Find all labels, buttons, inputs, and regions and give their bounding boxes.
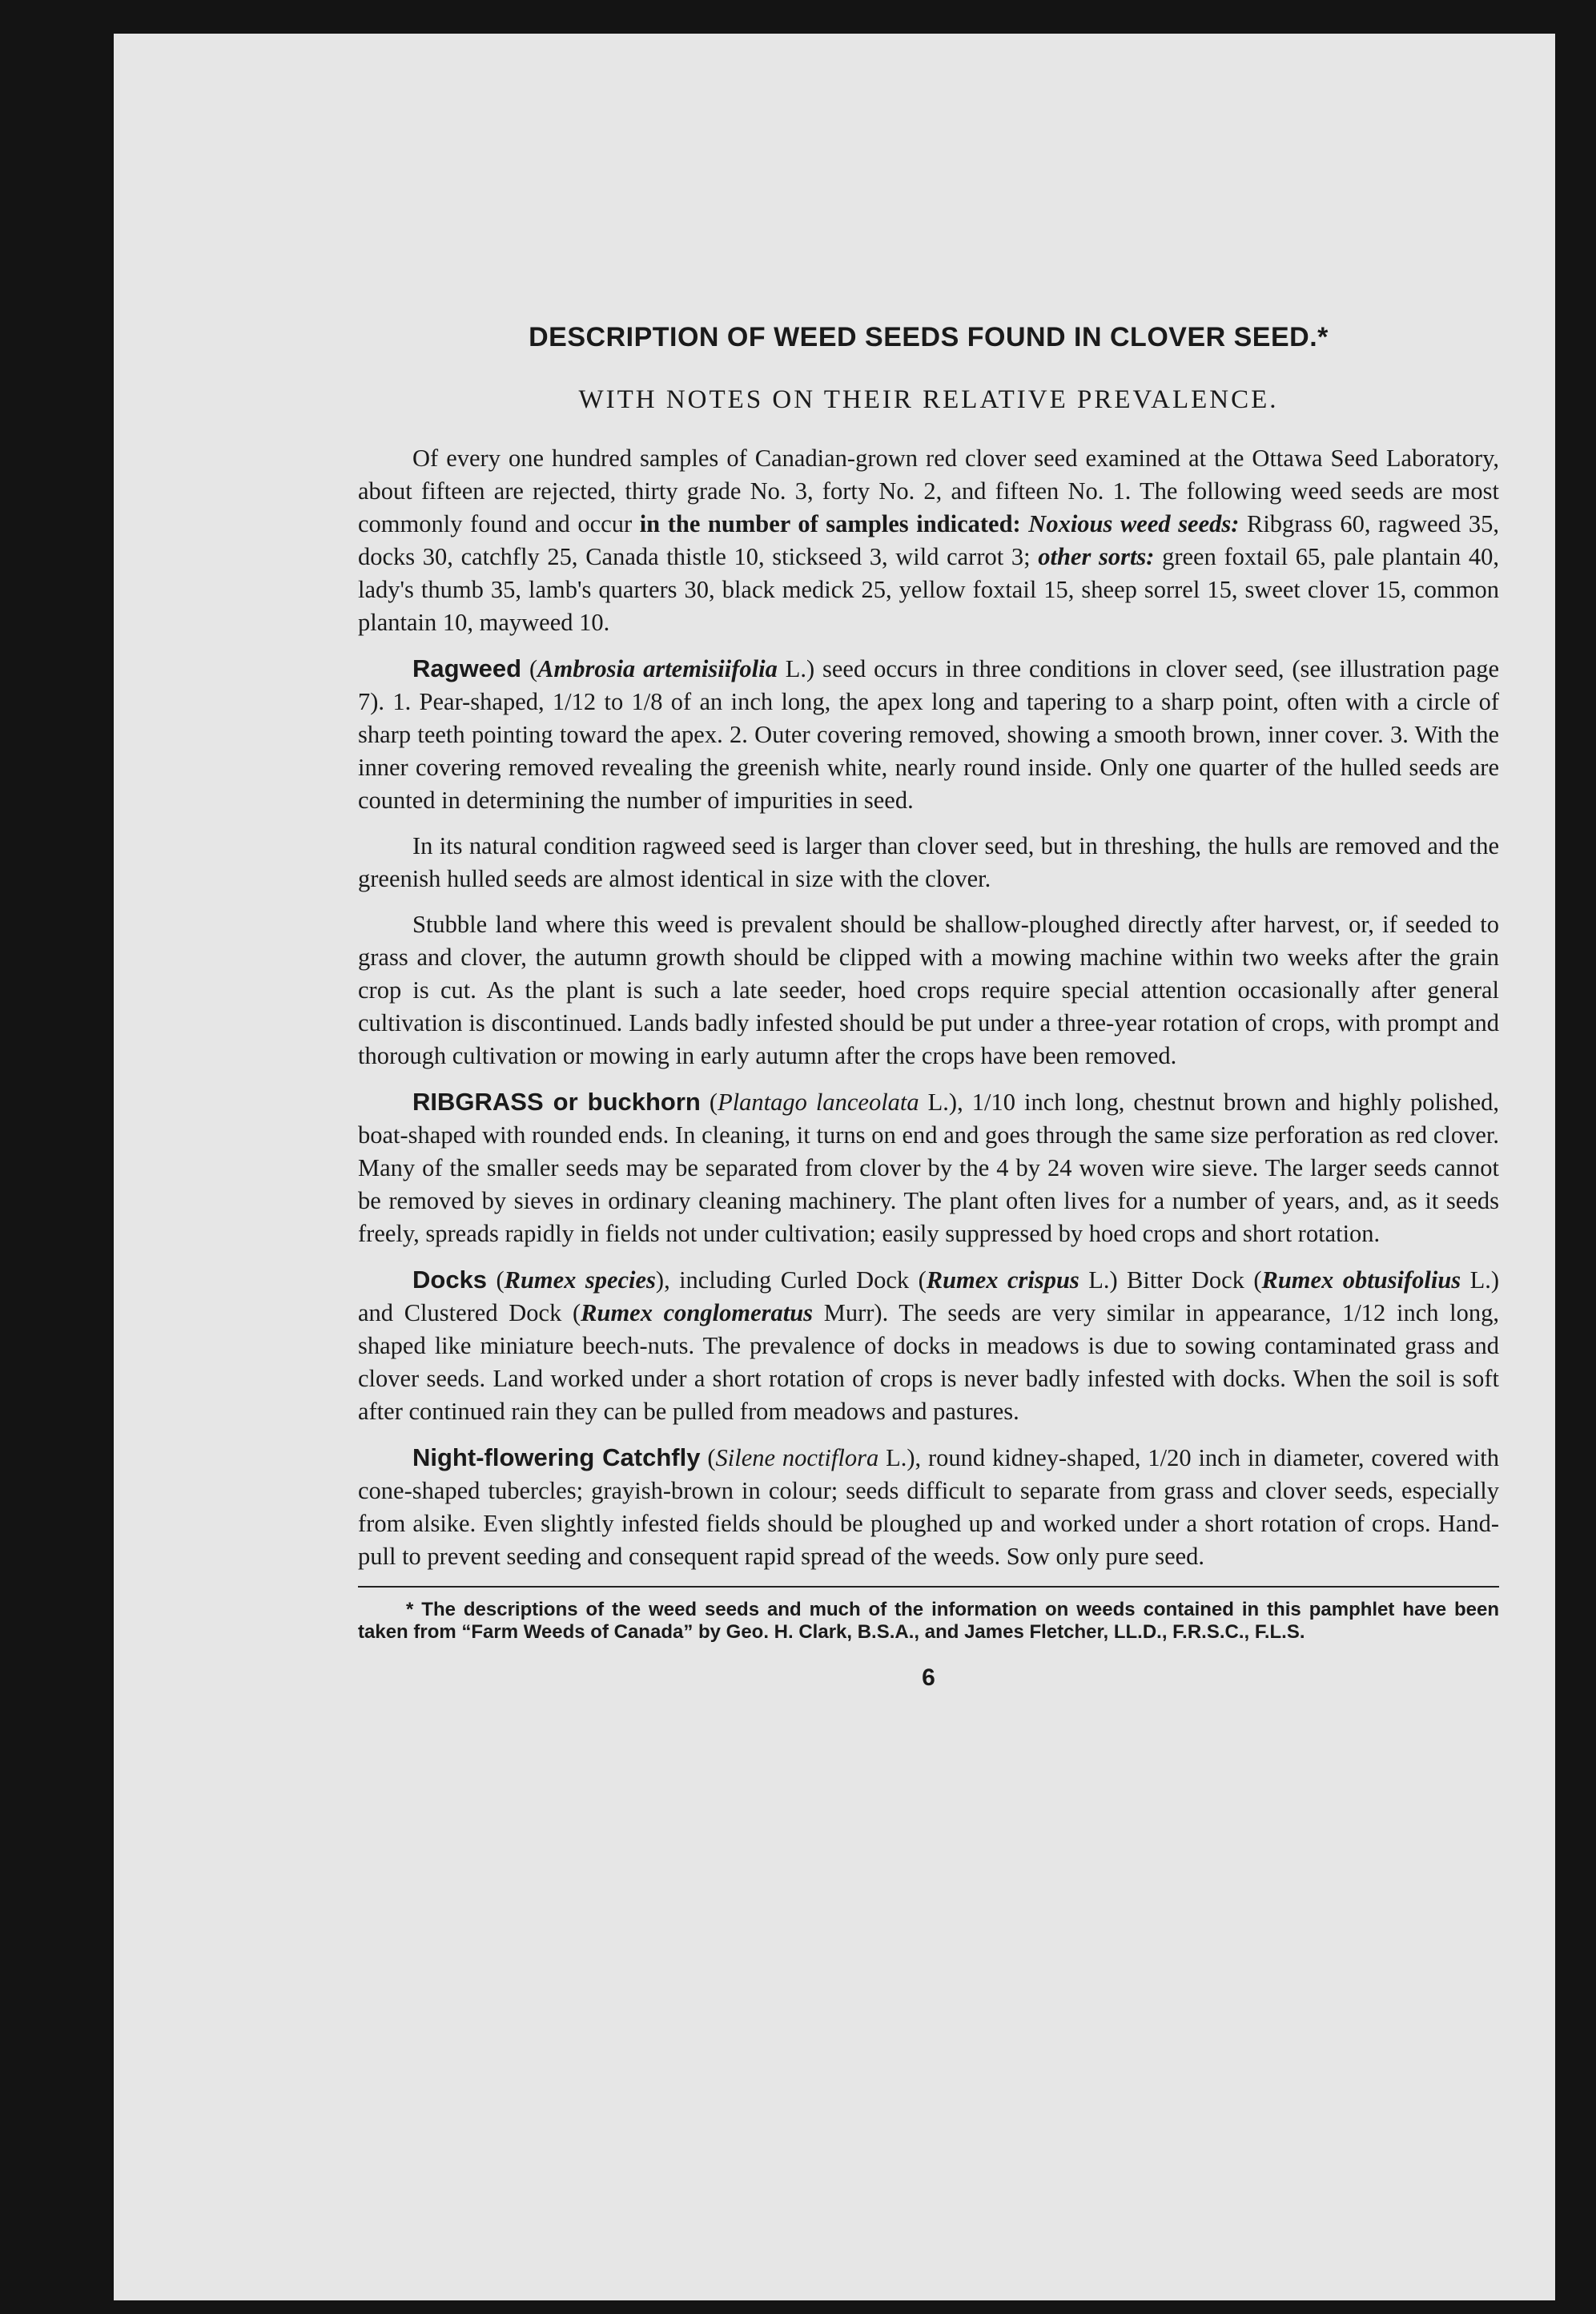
ribgrass-paragraph: RIBGRASS or buckhorn (Plantago lanceolata L.), 1/10 inch long, chestnut brown and highly polished, boat-shaped with rounded ends. In cleaning, it turns on end and goes through the same size perforation as red clover. Many of the smaller seeds may be separated from clover by the 4 by 24 woven wire sieve. The larger seeds cannot be removed by sieves in ordinary cleaning machinery. The plant often lives for a number of years, and, as it seeds freely, spreads rapidly in fields not under cultivation; easily suppressed by hoed crops and short rotation. <box>358 1088 1499 1247</box>
ragweed-heading: Ragweed <box>412 654 522 682</box>
ragweed-paragraph: Ragweed (Ambrosia artemisiifolia L.) seed occurs in three conditions in clover seed, (see illustration page 7). 1. Pear-shaped, 1/12 to 1/8 of an inch long, the apex long and tapering to a sharp point, often with a circle of sharp teeth pointing toward the apex. 2. Outer covering removed, showing a smooth brown, inner cover. 3. With the inner covering removed revealing the greenish white, nearly round inside. Only one quarter of the hulled seeds are counted in determining the number of impurities in seed. <box>358 654 1499 814</box>
ribgrass-heading: RIBGRASS or buckhorn <box>412 1088 701 1116</box>
docks-heading: Docks <box>412 1266 488 1294</box>
intro-paragraph: Of every one hundred samples of Canadian-grown red clover seed examined at the Ottawa Seed Laboratory, about fifteen are rejected, thirty grade No. 3, forty No. 2, and fifteen No. 1. The following weed seeds are most commonly found and occur in the number of samples indicated: Noxious weed seeds: Ribgrass 60, ragweed 35, docks 30, catchfly 25, Canada thistle 10, stickseed 3, wild carrot 3; other sorts: green foxtail 65, pale plantain 40, lady's thumb 35, lamb's quarters 30, black medick 25, yellow foxtail 15, sheep sorrel 15, sweet clover 15, common plantain 10, mayweed 10. <box>358 445 1500 636</box>
catchfly-heading: Night-flowering Catchfly <box>412 1443 701 1471</box>
catchfly-paragraph: Night-flowering Catchfly (Silene noctiflora L.), round kidney-shaped, 1/20 inch in diameter, covered with cone-shaped tubercles; grayish-brown in colour; seeds difficult to separate from grass and clover seeds, especially from alsike. Even slightly infested fields should be ploughed up and worked under a short rotation of crops. Hand-pull to prevent seeding and consequent rapid spread of the weeds. Sow only pure seed. <box>358 1443 1499 1570</box>
footnote-divider <box>358 1586 1499 1588</box>
page-subtitle: WITH NOTES ON THEIR RELATIVE PREVALENCE. <box>578 385 1279 414</box>
page-title: DESCRIPTION OF WEED SEEDS FOUND IN CLOVER SEED.* <box>529 322 1329 352</box>
ragweed-paragraph-3: Stubble land where this weed is prevalent should be shallow-ploughed directly after harvest, or, if seeded to grass and clover, the autumn growth should be clipped with a mowing machine within two weeks after the grain crop is cut. As the plant is such a late seeder, hoed crops require special attention occasionally after general cultivation is discontinued. Lands badly infested should be put under a three-year rotation of crops, with prompt and thorough cultivation or mowing in early autumn after the crops have been removed. <box>358 911 1499 1069</box>
scanned-page <box>114 34 1555 2300</box>
page-number: 6 <box>922 1664 935 1691</box>
docks-paragraph: Docks (Rumex species), including Curled Dock (Rumex crispus L.) Bitter Dock (Rumex obtusifolius L.) and Clustered Dock (Rumex conglomeratus Murr). The seeds are very similar in appearance, 1/12 inch long, shaped like miniature beech-nuts. The prevalence of docks in meadows is due to sowing contaminated grass and clover seeds. Land worked under a short rotation of crops is never badly infested with docks. When the soil is soft after continued rain they can be pulled from meadows and pastures. <box>358 1266 1500 1425</box>
ragweed-paragraph-2: In its natural condition ragweed seed is larger than clover seed, but in threshing, the hulls are removed and the greenish hulled seeds are almost identical in size with the clover. <box>358 832 1499 892</box>
footnote: * The descriptions of the weed seeds and much of the information on weeds contained in this pamphlet have been taken from “Farm Weeds of Canada” by Geo. H. Clark, B.S.A., and James Fletcher, LL.D., F.R.S.C., F.L.S. <box>358 1599 1499 1643</box>
page-content <box>358 322 1499 1692</box>
